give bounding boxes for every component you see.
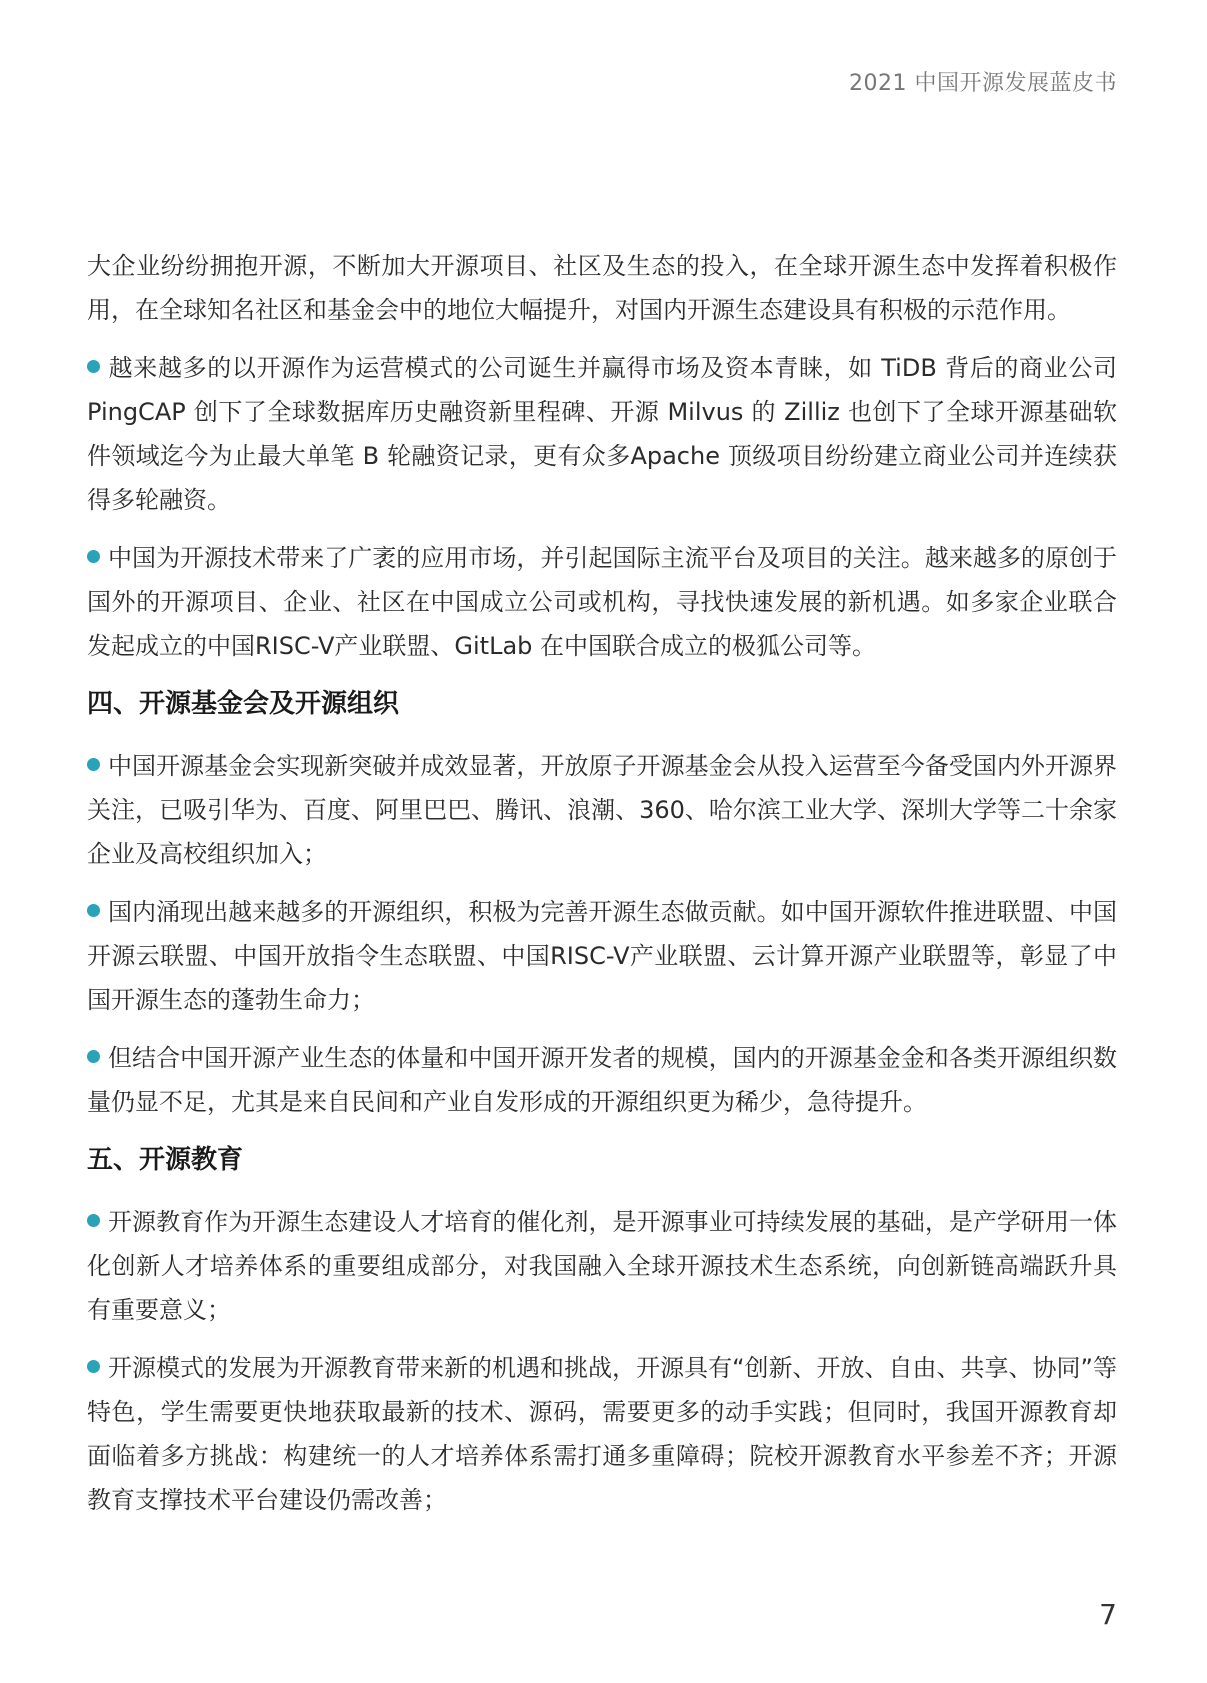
bullet-dot-icon	[87, 904, 100, 917]
page-number: 7	[1099, 1598, 1117, 1631]
bullet-dot-icon	[87, 1050, 100, 1063]
list-item	[87, 346, 1117, 522]
list-item-text: 国内涌现出越来越多的开源组织，积极为完善开源生态做贡献。如中国开源软件推进联盟、中国开源云联盟、中国开放指令生态联盟、中国RISC-V产业联盟、云计算开源产业联盟等，彰显了中国开源生态的蓬勃生命力；	[87, 898, 1117, 1014]
list-item-text: 开源教育作为开源生态建设人才培育的催化剂，是开源事业可持续发展的基础，是产学研用一体化创新人才培养体系的重要组成部分，对我国融入全球开源技术生态系统，向创新链高端跃升具有重要意义；	[87, 1208, 1117, 1324]
section-heading-foundations: 四、开源基金会及开源组织	[87, 689, 400, 719]
bullet-dot-icon	[87, 360, 100, 373]
page-content	[87, 244, 1117, 1536]
section-heading-education: 五、开源教育	[87, 1145, 244, 1175]
bullet-dot-icon	[87, 1360, 100, 1373]
bullet-dot-icon	[87, 1214, 100, 1227]
intro-paragraph: 大企业纷纷拥抱开源，不断加大开源项目、社区及生态的投入，在全球开源生态中发挥着积极作用，在全球知名社区和基金会中的地位大幅提升，对国内开源生态建设具有积极的示范作用。	[87, 252, 1117, 324]
list-item-text: 越来越多的以开源作为运营模式的公司诞生并赢得市场及资本青睐，如 TiDB 背后的商业公司 PingCAP 创下了全球数据库历史融资新里程碑、开源 Milvus 的 Zilliz 也创下了全球开源基础软件领域迄今为止最大单笔 B 轮融资记录，更有众多Apache 顶级项目纷纷建立商业公司并连续获得多轮融资。	[87, 354, 1117, 514]
list-item	[87, 1346, 1117, 1522]
document-header-title: 2021 中国开源发展蓝皮书	[849, 71, 1117, 96]
list-item	[87, 1036, 1117, 1124]
list-item-text: 但结合中国开源产业生态的体量和中国开源开发者的规模，国内的开源基金金和各类开源组织数量仍显不足，尤其是来自民间和产业自发形成的开源组织更为稀少，急待提升。	[87, 1044, 1117, 1116]
list-item-text: 中国开源基金会实现新突破并成效显著，开放原子开源基金会从投入运营至今备受国内外开源界关注，已吸引华为、百度、阿里巴巴、腾讯、浪潮、360、哈尔滨工业大学、深圳大学等二十余家企业及高校组织加入；	[87, 752, 1117, 868]
list-item	[87, 1200, 1117, 1332]
list-item	[87, 744, 1117, 876]
list-item-text: 中国为开源技术带来了广袤的应用市场，并引起国际主流平台及项目的关注。越来越多的原创于国外的开源项目、企业、社区在中国成立公司或机构，寻找快速发展的新机遇。如多家企业联合发起成立的中国RISC-V产业联盟、GitLab 在中国联合成立的极狐公司等。	[87, 544, 1117, 660]
bullet-dot-icon	[87, 758, 100, 771]
list-item	[87, 890, 1117, 1022]
bullet-dot-icon	[87, 550, 100, 563]
list-item-text: 开源模式的发展为开源教育带来新的机遇和挑战，开源具有“创新、开放、自由、共享、协同”等特色，学生需要更快地获取最新的技术、源码，需要更多的动手实践；但同时，我国开源教育却面临着多方挑战：构建统一的人才培养体系需打通多重障碍；院校开源教育水平参差不齐；开源教育支撑技术平台建设仍需改善；	[87, 1354, 1117, 1514]
list-item	[87, 536, 1117, 668]
